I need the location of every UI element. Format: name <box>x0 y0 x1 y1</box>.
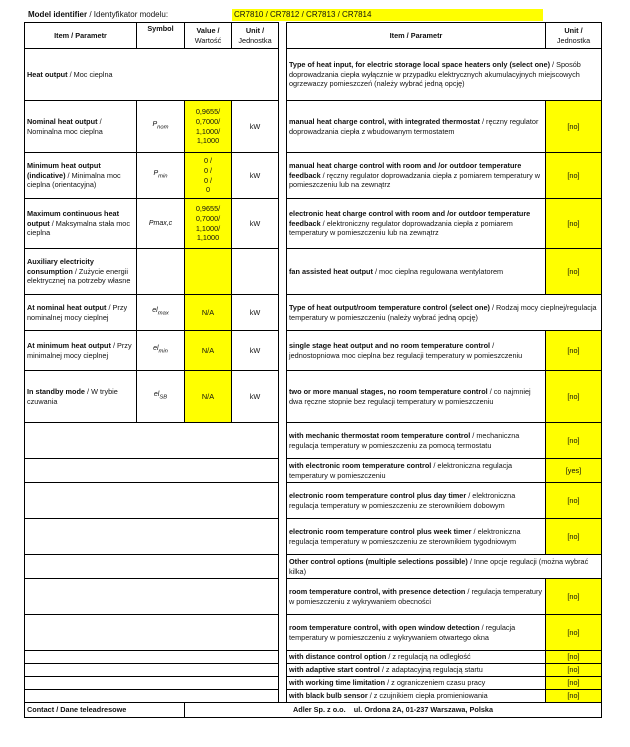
adaptive-en: with adaptive start control <box>289 665 380 675</box>
day-timer-en: electronic room temperature control plus day timer <box>289 490 467 500</box>
at-minimum-symbol-sub: min <box>158 348 168 355</box>
output-type-heading <box>287 295 602 331</box>
heat-output-en: Heat output <box>27 69 68 79</box>
mechanic-label <box>287 423 546 459</box>
manual-room-en: manual heat charge control with room and /or outdoor temperature feedback <box>289 160 522 180</box>
electronic-room-value: [yes] <box>546 459 602 483</box>
table-row <box>25 371 602 423</box>
column-gap <box>279 371 287 423</box>
electronic-room-label <box>287 459 546 483</box>
column-gap <box>279 295 287 331</box>
distance-pl: / z regulacją na odległość <box>386 652 471 662</box>
standby-label <box>25 371 137 423</box>
manual-room-value: [no] <box>546 153 602 199</box>
week-timer-label <box>287 519 546 555</box>
empty-left-cell <box>25 423 279 459</box>
two-or-more-en: two or more manual stages, no room temperature control <box>289 386 488 396</box>
at-nominal-pl: / Przy nominalnej mocy cieplnej <box>27 302 128 322</box>
working-time-value: [no] <box>546 677 602 690</box>
minimum-value-3: 0 / <box>203 175 213 185</box>
maximum-value-3: 1,1000/ <box>195 223 221 233</box>
black-bulb-pl: / z czujnikiem ciepła promieniowania <box>367 691 488 701</box>
header-row <box>25 23 602 49</box>
model-label-pl: / Identyfikator modelu: <box>87 10 169 19</box>
working-time-pl: / z ograniczeniem czasu pracy <box>385 678 486 688</box>
column-gap <box>279 153 287 199</box>
table-row <box>25 49 602 101</box>
aux-value <box>185 249 232 295</box>
empty-left-cell <box>25 459 279 483</box>
maximum-value-1: 0,9655/ <box>195 203 221 213</box>
at-minimum-pl: / Przy minimalnej mocy cieplnej <box>27 340 132 360</box>
standby-symbol-sub: SB <box>159 394 168 401</box>
table-row <box>25 519 602 555</box>
at-nominal-unit: kW <box>232 295 279 331</box>
empty-left-cell <box>25 664 279 677</box>
column-gap <box>279 459 287 483</box>
empty-left-cell <box>25 615 279 651</box>
standby-symbol-main: el <box>153 391 160 399</box>
table-row <box>25 690 602 703</box>
two-or-more-pl: / co najmniej dwa ręczne stopnie bez regulacji temperatury w pomieszczeniu <box>289 386 531 406</box>
value-header-pl: Wartość <box>194 35 222 45</box>
table-row <box>25 101 602 153</box>
table-row <box>25 664 602 677</box>
adaptive-label <box>287 664 546 677</box>
distance-label <box>287 651 546 664</box>
heat-output-heading <box>25 49 279 101</box>
empty-left-cell <box>25 483 279 519</box>
at-minimum-label <box>25 331 137 371</box>
empty-left-cell <box>25 555 279 579</box>
manual-room-label <box>287 153 546 199</box>
model-label-en: Model identifier <box>28 10 88 19</box>
other-options-pl: / Inne opcje regulacji (można wybrać kilka) <box>289 556 589 576</box>
column-gap <box>279 664 287 677</box>
fan-assisted-label <box>287 249 546 295</box>
black-bulb-label <box>287 690 546 703</box>
empty-left-cell <box>25 677 279 690</box>
maximum-value <box>185 199 232 249</box>
aux-consumption-label <box>25 249 137 295</box>
open-window-label <box>287 615 546 651</box>
black-bulb-value: [no] <box>546 690 602 703</box>
empty-left-cell <box>25 690 279 703</box>
presence-pl: / regulacja temperatury w pomieszczeniu z wykrywaniem obecności <box>289 586 543 606</box>
maximum-symbol: Pmax,c <box>137 199 185 249</box>
symbol-header: Symbol <box>137 23 185 49</box>
nominal-symbol-main: P <box>152 121 158 129</box>
nominal-heat-output-label <box>25 101 137 153</box>
at-nominal-en: At nominal heat output <box>27 302 107 312</box>
column-gap <box>279 49 287 101</box>
at-nominal-label <box>25 295 137 331</box>
electronic-charge-pl: / elektroniczny regulator doprowadzania ciepła z pomiarem temperatury w pomieszczeniu lub na zewnątrz <box>289 218 513 238</box>
aux-pl: / Zużycie energii elektrycznej na potrzeby własne <box>27 266 131 286</box>
at-minimum-value: N/A <box>185 331 232 371</box>
aux-en: Auxiliary electricity consumption <box>27 256 94 276</box>
column-gap <box>279 483 287 519</box>
standby-unit: kW <box>232 371 279 423</box>
heat-input-type-heading <box>287 49 602 101</box>
working-time-label <box>287 677 546 690</box>
at-minimum-unit: kW <box>232 331 279 371</box>
at-nominal-symbol-main: el <box>152 307 158 315</box>
single-stage-value: [no] <box>546 331 602 371</box>
two-or-more-value: [no] <box>546 371 602 423</box>
maximum-heat-output-label <box>25 199 137 249</box>
nominal-en: Nominal heat output <box>27 116 98 126</box>
table-row <box>25 331 602 371</box>
two-or-more-label <box>287 371 546 423</box>
aux-symbol <box>137 249 185 295</box>
table-row <box>25 579 602 615</box>
minimum-value-1: 0 / <box>203 155 213 165</box>
working-time-en: with working time limitation <box>289 678 386 688</box>
minimum-value-2: 0 / <box>203 165 213 175</box>
maximum-unit: kW <box>232 199 279 249</box>
table-row <box>25 295 602 331</box>
column-gap <box>279 249 287 295</box>
minimum-value-4: 0 <box>205 185 211 195</box>
column-gap <box>279 23 287 49</box>
electronic-room-en: with electronic room temperature control <box>289 460 432 470</box>
standby-pl: / W trybie czuwania <box>27 386 118 406</box>
standby-en: In standby mode <box>27 386 85 396</box>
empty-left-cell <box>25 651 279 664</box>
manual-thermostat-label <box>287 101 546 153</box>
single-stage-en: single stage heat output and no room temperature control <box>289 340 491 350</box>
single-stage-pl: / jednostopniowa moc cieplna bez regulacji temperatury w pomieszczeniu <box>289 340 523 360</box>
model-identifier-value: CR7810 / CR7812 / CR7813 / CR7814 <box>232 9 543 21</box>
output-type-pl: / Rodzaj mocy cieplnej/regulacja temperatury w pomieszczeniu (należy wybrać jedną opcję) <box>289 302 597 322</box>
presence-value: [no] <box>546 579 602 615</box>
other-options-en: Other control options (multiple selections possible) <box>289 556 468 566</box>
fan-assisted-pl: / moc cieplna regulowana wentylatorem <box>372 266 504 276</box>
black-bulb-en: with black bulb sensor <box>289 691 368 701</box>
standby-value: N/A <box>185 371 232 423</box>
electronic-room-pl: / elektroniczna regulacja temperatury w pomieszczeniu <box>289 460 513 480</box>
at-minimum-symbol-main: el <box>153 345 159 353</box>
model-identifier-label <box>28 9 168 21</box>
column-gap <box>279 615 287 651</box>
distance-value: [no] <box>546 651 602 664</box>
minimum-symbol-main: P <box>153 170 159 178</box>
table-row <box>25 249 602 295</box>
value-header <box>185 23 232 49</box>
mechanic-pl: / mechaniczna regulacja temperatury w pomieszczeniu za pomocą termostatu <box>289 430 520 450</box>
table-row <box>25 651 602 664</box>
minimum-symbol <box>137 153 185 199</box>
week-timer-pl: / elektroniczna regulacja temperatury w pomieszczeniu ze sterownikiem tygodniowym <box>289 526 521 546</box>
column-gap <box>279 519 287 555</box>
open-window-pl: / regulacja temperatury w pomieszczeniu z wykrywaniem otwartego okna <box>289 622 516 642</box>
at-nominal-symbol <box>137 295 185 331</box>
presence-label <box>287 579 546 615</box>
minimum-unit: kW <box>232 153 279 199</box>
single-stage-label <box>287 331 546 371</box>
column-gap <box>279 423 287 459</box>
column-gap <box>279 651 287 664</box>
contact-value: Adler Sp. z o.o. ul. Ordona 2A, 01-237 Warszawa, Polska <box>185 703 602 718</box>
day-timer-pl: / elektroniczna regulacja temperatury w pomieszczeniu ze sterownikiem dobowym <box>289 490 516 510</box>
unit2-header-pl: Jednostka <box>556 35 591 45</box>
manual-thermostat-value: [no] <box>546 101 602 153</box>
spec-table <box>24 22 602 718</box>
adaptive-value: [no] <box>546 664 602 677</box>
unit-header-en: Unit / <box>245 25 265 35</box>
column-gap <box>279 555 287 579</box>
week-timer-value: [no] <box>546 519 602 555</box>
at-nominal-value: N/A <box>185 295 232 331</box>
open-window-en: room temperature control, with open window detection <box>289 622 480 632</box>
presence-en: room temperature control, with presence detection <box>289 586 466 596</box>
item-header: Item / Parametr <box>25 23 137 49</box>
table-row <box>25 423 602 459</box>
nominal-value <box>185 101 232 153</box>
maximum-en: Maximum continuous heat output <box>27 208 120 228</box>
electronic-charge-label <box>287 199 546 249</box>
fan-assisted-value: [no] <box>546 249 602 295</box>
table-row <box>25 199 602 249</box>
column-gap <box>279 101 287 153</box>
maximum-value-4: 1,1000 <box>196 233 220 243</box>
week-timer-en: electronic room temperature control plus week timer <box>289 526 472 536</box>
manual-room-pl: / ręczny regulator doprowadzania ciepła z pomiarem temperatury w pomieszczeniu lub na zewnątrz <box>289 170 541 190</box>
table-row <box>25 615 602 651</box>
column-gap <box>279 199 287 249</box>
nominal-value-2: 0,7000/ <box>195 116 221 126</box>
minimum-pl: / Minimalna moc cieplna (orientacyjna) <box>27 170 121 190</box>
heat-input-type-pl: / Sposób doprowadzania ciepła wyłącznie w przypadku elektrycznych akumulacyjnych miejscowych ogrzewaczy pomieszczeń (należy wybrać jedną opcję) <box>289 59 581 89</box>
table-row <box>25 677 602 690</box>
nominal-value-4: 1,1000 <box>196 136 220 146</box>
standby-symbol <box>137 371 185 423</box>
maximum-pl: / Maksymalna stała moc cieplna <box>27 218 130 238</box>
mechanic-en: with mechanic thermostat room temperature control <box>289 430 471 440</box>
column-gap <box>279 331 287 371</box>
contact-label: Contact / Dane teleadresowe <box>25 703 185 718</box>
table-row <box>25 153 602 199</box>
nominal-symbol <box>137 101 185 153</box>
day-timer-value: [no] <box>546 483 602 519</box>
nominal-symbol-sub: nom <box>157 124 169 131</box>
at-nominal-symbol-sub: max <box>157 310 169 317</box>
table-row <box>25 483 602 519</box>
nominal-pl: / Nominalna moc cieplna <box>27 116 103 136</box>
nominal-value-3: 1,1000/ <box>195 126 221 136</box>
aux-unit <box>232 249 279 295</box>
empty-left-cell <box>25 519 279 555</box>
empty-left-cell <box>25 579 279 615</box>
at-minimum-symbol <box>137 331 185 371</box>
item-header-right: Item / Parametr <box>287 23 546 49</box>
nominal-unit: kW <box>232 101 279 153</box>
table-row <box>25 459 602 483</box>
other-options-heading <box>287 555 602 579</box>
contact-row <box>25 703 602 718</box>
unit-header-pl: Jednostka <box>238 35 272 45</box>
manual-thermostat-pl: / ręczny regulator doprowadzania ciepła z wbudowanym termostatem <box>289 116 539 136</box>
heat-input-type-en: Type of heat input, for electric storage local space heaters only (select one) <box>289 59 551 69</box>
unit2-header-en: Unit / <box>564 25 583 35</box>
minimum-value <box>185 153 232 199</box>
nominal-value-1: 0,9655/ <box>195 106 221 116</box>
table-row <box>25 555 602 579</box>
minimum-en: Minimum heat output (indicative) <box>27 160 101 180</box>
electronic-charge-value: [no] <box>546 199 602 249</box>
open-window-value: [no] <box>546 615 602 651</box>
mechanic-value: [no] <box>546 423 602 459</box>
unit-header-right <box>546 23 602 49</box>
fan-assisted-en: fan assisted heat output <box>289 266 373 276</box>
column-gap <box>279 579 287 615</box>
minimum-heat-output-label <box>25 153 137 199</box>
value-header-en: Value / <box>196 25 220 35</box>
column-gap <box>279 690 287 703</box>
output-type-en: Type of heat output/room temperature control (select one) <box>289 302 490 312</box>
unit-header <box>232 23 279 49</box>
heat-output-pl: / Moc cieplna <box>67 69 113 79</box>
manual-thermostat-en: manual heat charge control, with integrated thermostat <box>289 116 480 126</box>
column-gap <box>279 677 287 690</box>
maximum-value-2: 0,7000/ <box>195 213 221 223</box>
minimum-symbol-sub: min <box>158 173 168 180</box>
adaptive-pl: / z adaptacyjną regulacją startu <box>379 665 483 675</box>
electronic-charge-en: electronic heat charge control with room and /or outdoor temperature feedback <box>289 208 531 228</box>
at-minimum-en: At minimum heat output <box>27 340 111 350</box>
distance-en: with distance control option <box>289 652 387 662</box>
day-timer-label <box>287 483 546 519</box>
